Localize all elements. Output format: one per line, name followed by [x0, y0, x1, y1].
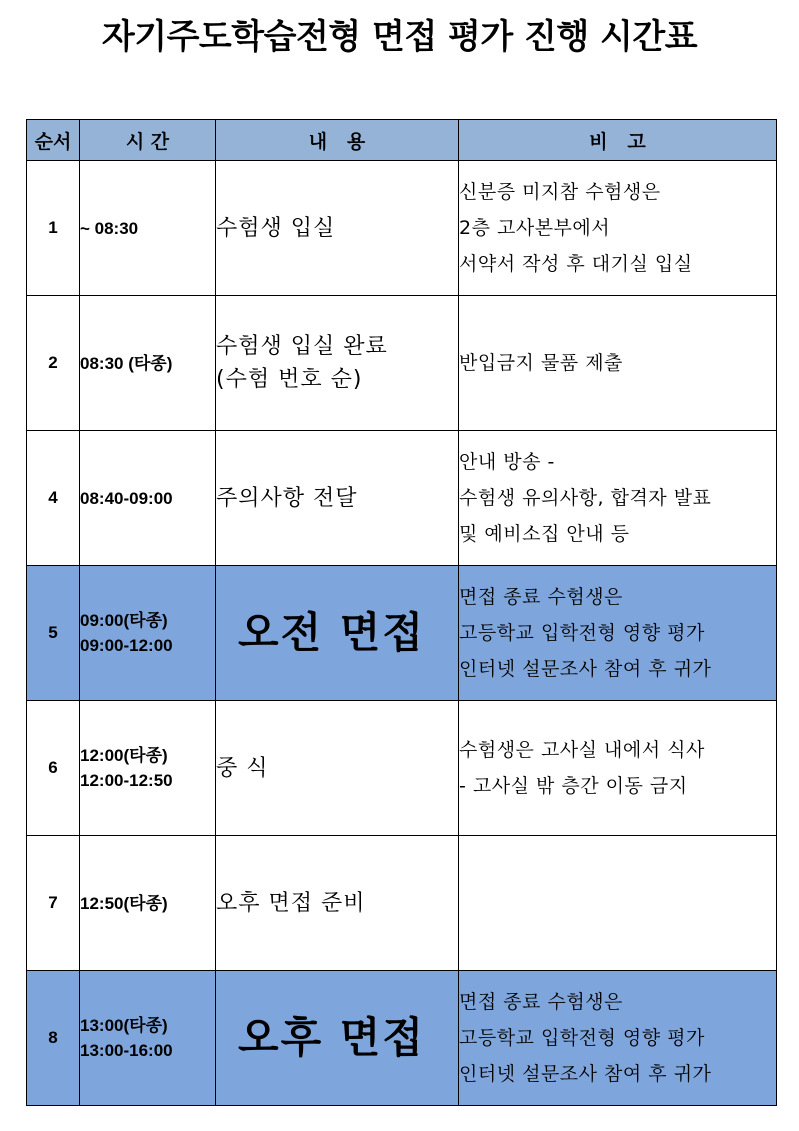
table-row [27, 296, 777, 431]
time-text: 08:30 (타종) [80, 353, 173, 373]
time-cell [80, 566, 216, 701]
content-cell [216, 431, 459, 566]
time-cell [80, 161, 216, 296]
content-text: 수험생 입실 완료 [216, 334, 388, 359]
table-header-row [27, 120, 777, 161]
order-cell: 2 [27, 296, 80, 431]
table-row [27, 836, 777, 971]
note-text: 수험생은 고사실 내에서 식사 [459, 739, 705, 761]
table-row [27, 701, 777, 836]
table-row [27, 971, 777, 1106]
order-cell: 1 [27, 161, 80, 296]
time-text: 09:00-12:00 [80, 636, 173, 655]
time-text: 13:00(타종) [80, 1016, 168, 1035]
note-cell [459, 836, 777, 971]
note-text: 신분증 미지참 수험생은 [459, 181, 661, 203]
header-content: 내 용 [216, 120, 459, 161]
order-cell: 4 [27, 431, 80, 566]
time-text: 08:40-09:00 [80, 488, 173, 508]
time-cell [80, 971, 216, 1106]
note-cell [459, 296, 777, 431]
content-text: 오전 면접 [238, 608, 425, 657]
note-text: 면접 종료 수험생은 [459, 991, 623, 1013]
note-cell [459, 701, 777, 836]
note-cell [459, 971, 777, 1106]
table-row [27, 161, 777, 296]
table-row [27, 431, 777, 566]
content-cell [216, 296, 459, 431]
note-text: 반입금지 물품 제출 [459, 352, 623, 374]
content-text: 주의사항 전달 [216, 485, 358, 511]
note-text: 2층 고사본부에서 [459, 217, 611, 239]
time-text: 12:00(타종) [80, 746, 168, 765]
note-text: 면접 종료 수험생은 [459, 586, 623, 608]
content-cell [216, 971, 459, 1106]
order-cell: 5 [27, 566, 80, 701]
note-text: 안내 방송 - [459, 451, 555, 473]
note-cell [459, 431, 777, 566]
note-text: 및 예비소집 안내 등 [459, 523, 630, 545]
order-cell: 7 [27, 836, 80, 971]
time-text: 13:00-16:00 [80, 1041, 173, 1060]
content-text: 오후 면접 [238, 1013, 425, 1062]
content-cell [216, 836, 459, 971]
header-order: 순서 [27, 120, 80, 161]
time-text: ~ 08:30 [80, 218, 139, 238]
header-time: 시 간 [80, 120, 216, 161]
time-cell [80, 431, 216, 566]
time-cell [80, 836, 216, 971]
page-title: 자기주도학습전형 면접 평가 진행 시간표 [101, 17, 698, 57]
time-cell [80, 296, 216, 431]
note-text: - 고사실 밖 층간 이동 금지 [459, 775, 688, 797]
content-text: 오후 면접 준비 [216, 890, 366, 916]
header-note: 비 고 [459, 120, 777, 161]
time-text: 12:00-12:50 [80, 771, 173, 790]
time-text: 09:00(타종) [80, 611, 168, 630]
time-text: 12:50(타종) [80, 893, 168, 913]
schedule-table [26, 119, 777, 1106]
time-cell [80, 701, 216, 836]
note-cell [459, 566, 777, 701]
note-text: 서약서 작성 후 대기실 입실 [459, 253, 693, 275]
content-text: 중 식 [216, 755, 269, 781]
note-text: 고등학교 입학전형 영향 평가 [459, 622, 705, 644]
content-cell [216, 566, 459, 701]
note-text: 인터넷 설문조사 참여 후 귀가 [459, 658, 712, 680]
note-cell [459, 161, 777, 296]
order-cell: 8 [27, 971, 80, 1106]
content-cell [216, 161, 459, 296]
content-cell [216, 701, 459, 836]
order-cell: 6 [27, 701, 80, 836]
table-row [27, 566, 777, 701]
note-text: 수험생 유의사항, 합격자 발표 [459, 487, 712, 509]
content-text: (수험 번호 순) [216, 367, 363, 392]
content-text: 수험생 입실 [216, 215, 336, 241]
note-text: 인터넷 설문조사 참여 후 귀가 [459, 1063, 712, 1085]
note-text: 고등학교 입학전형 영향 평가 [459, 1027, 705, 1049]
